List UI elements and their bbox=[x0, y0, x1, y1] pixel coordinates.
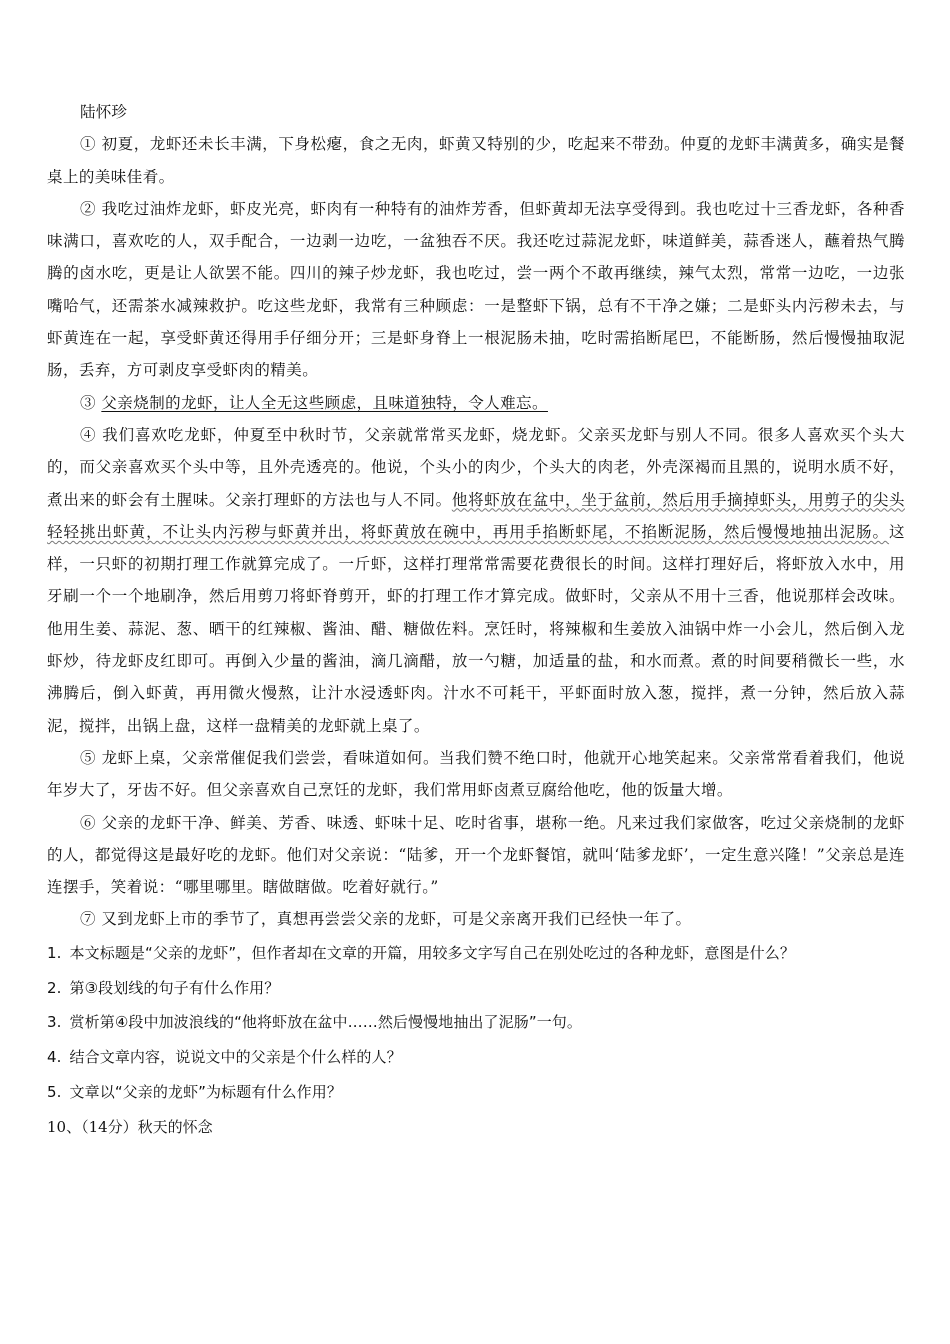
question-text: 第③段划线的句子有什么作用？ bbox=[69, 978, 280, 997]
paragraph-marker: ① bbox=[80, 135, 97, 154]
paragraph-text: 这样，一只虾的初期打理工作就算完成了。一斤虾，这样打理常常需要花费很长的时间。这样打理好后，将虾放入水中，用牙刷一个一个地刷净，然后用剪刀将虾脊剪开，虾的打理工作才算完成。做虾时，父亲从不用十三香，他说那样会改味。他用生姜、蒜泥、葱、晒干的红辣椒、酱油、醋、糖做佐料。烹饪时，将辣椒和生姜放入油锅中炸一小会儿，然后倒入龙虾炒，待龙虾皮红即可。再倒入少量的酱油，滴几滴醋，放一勺糖，加适量的盐，和水而煮。煮的时间要稍微长一些，水沸腾后，倒入虾黄，再用微火慢熬，让汁水浸透虾肉。汁水不可耗干，平虾面时放入葱，搅拌，煮一分钟，然后放入蒜泥，搅拌，出锅上盘，这样一盘精美的龙虾就上桌了。 bbox=[47, 522, 905, 735]
paragraph-text: 父亲的龙虾干净、鲜美、芳香、味透、虾味十足、吃时省事，堪称一绝。凡来过我们家做客，吃过父亲烧制的龙虾的人，都觉得这是最好吃的龙虾。他们对父亲说：“陆爹，开一个龙虾餐馆，就叫‘陆爹龙虾’，一定生意兴隆！”父亲总是连连摆手，笑着说：“哪里哪里。瞎做瞎做。吃着好就行。” bbox=[47, 813, 905, 897]
wavy-underlined-sentence: 他将虾放在盆中，坐于盆前，然后用手摘掉虾头，用剪子的尖头轻轻挑出虾黄，不让头内污秽与虾黄并出，将虾黄放在碗中，再用手掐断虾尾，不掐断泥肠，然后慢慢地抽出泥肠。 bbox=[47, 490, 905, 541]
paragraph-marker: ② bbox=[80, 199, 97, 218]
question-4 bbox=[47, 1040, 905, 1075]
question-1 bbox=[47, 936, 905, 971]
author-name: 陆怀珍 bbox=[80, 103, 128, 121]
paragraph-text: 我们喜欢吃龙虾，仲夏至中秋时节，父亲就常常买龙虾，烧龙虾。父亲买龙虾与别人不同。很多人喜欢买个头大的，而父亲喜欢买个头中等，且外壳透亮的。他说，个头小的肉少，个头大的肉老，外壳深褐而且黑的，说明水质不好，煮出来的虾会有土腥味。父亲打理虾的方法也与人不同。 bbox=[47, 425, 905, 509]
question-text: 文章以“父亲的龙虾”为标题有什么作用？ bbox=[69, 1082, 342, 1101]
question-5 bbox=[47, 1075, 905, 1110]
paragraph-text: 龙虾上桌，父亲常催促我们尝尝，看味道如何。当我们赞不绝口时，他就开心地笑起来。父亲常常看着我们，他说年岁大了，牙齿不好。但父亲喜欢自己烹饪的龙虾，我们常用虾卤煮豆腐给他吃，他的饭量大增。 bbox=[47, 748, 905, 800]
paragraph-marker: ⑥ bbox=[80, 813, 97, 832]
paragraph-marker: ⑤ bbox=[80, 748, 97, 767]
question-number: 1. bbox=[47, 943, 62, 962]
question-list bbox=[47, 936, 905, 1110]
question-number: 4. bbox=[47, 1048, 62, 1067]
paragraph-7 bbox=[47, 903, 905, 935]
paragraph-text: 初夏，龙虾还未长丰满，下身松瘪，食之无肉，虾黄又特别的少，吃起来不带劲。仲夏的龙虾丰满黄多，确实是餐桌上的美味佳肴。 bbox=[47, 135, 905, 186]
underlined-sentence: 父亲烧制的龙虾，让人全无这些顾虑，且味道独特，令人难忘。 bbox=[101, 393, 548, 412]
paragraph-5 bbox=[47, 742, 905, 807]
paragraph-marker: ④ bbox=[80, 425, 97, 444]
paragraph-3 bbox=[47, 387, 905, 419]
paragraph-6 bbox=[47, 807, 905, 904]
next-section-heading: 10、（14分）秋天的怀念 bbox=[47, 1117, 213, 1136]
question-2 bbox=[47, 971, 905, 1006]
paragraph-marker: ⑦ bbox=[80, 910, 96, 929]
question-text: 结合文章内容，说说文中的父亲是个什么样的人？ bbox=[69, 1048, 402, 1067]
paragraph-1 bbox=[47, 128, 905, 193]
paragraph-text: 又到龙虾上市的季节了，真想再尝尝父亲的龙虾，可是父亲离开我们已经快一年了。 bbox=[101, 910, 692, 929]
question-3 bbox=[47, 1005, 905, 1040]
paragraph-2 bbox=[47, 193, 905, 387]
question-number: 2. bbox=[47, 978, 62, 997]
paragraph-marker: ③ bbox=[80, 393, 96, 412]
question-text: 本文标题是“父亲的龙虾”，但作者却在文章的开篇，用较多文字写自己在别处吃过的各种龙虾，意图是什么？ bbox=[69, 943, 795, 962]
question-number: 5. bbox=[47, 1082, 62, 1101]
document-page bbox=[47, 96, 905, 1145]
question-text: 赏析第④段中加波浪线的“他将虾放在盆中……然后慢慢地抽出了泥肠”一句。 bbox=[69, 1013, 583, 1032]
question-number: 3. bbox=[47, 1013, 62, 1032]
paragraph-4 bbox=[47, 419, 905, 742]
paragraph-text: 我吃过油炸龙虾，虾皮光亮，虾肉有一种特有的油炸芳香，但虾黄却无法享受得到。我也吃过十三香龙虾，各种香味满口，喜欢吃的人，双手配合，一边剥一边吃，一盆独吞不厌。我还吃过蒜泥龙虾，味道鲜美，蒜香迷人，蘸着热气腾腾的卤水吃，更是让人欲罢不能。四川的辣子炒龙虾，我也吃过，尝一两个不敢再继续，辣气太烈，常常一边吃，一边张嘴哈气，还需茶水减辣救护。吃这些龙虾，我常有三种顾虑：一是整虾下锅，总有不干净之嫌；二是虾头内污秽未去，与虾黄连在一起，享受虾黄还得用手仔细分开；三是虾身脊上一根泥肠未抽，吃时需掐断尾巴，不能断肠，然后慢慢抽取泥肠，丢弃，方可剥皮享受虾肉的精美。 bbox=[47, 199, 905, 380]
